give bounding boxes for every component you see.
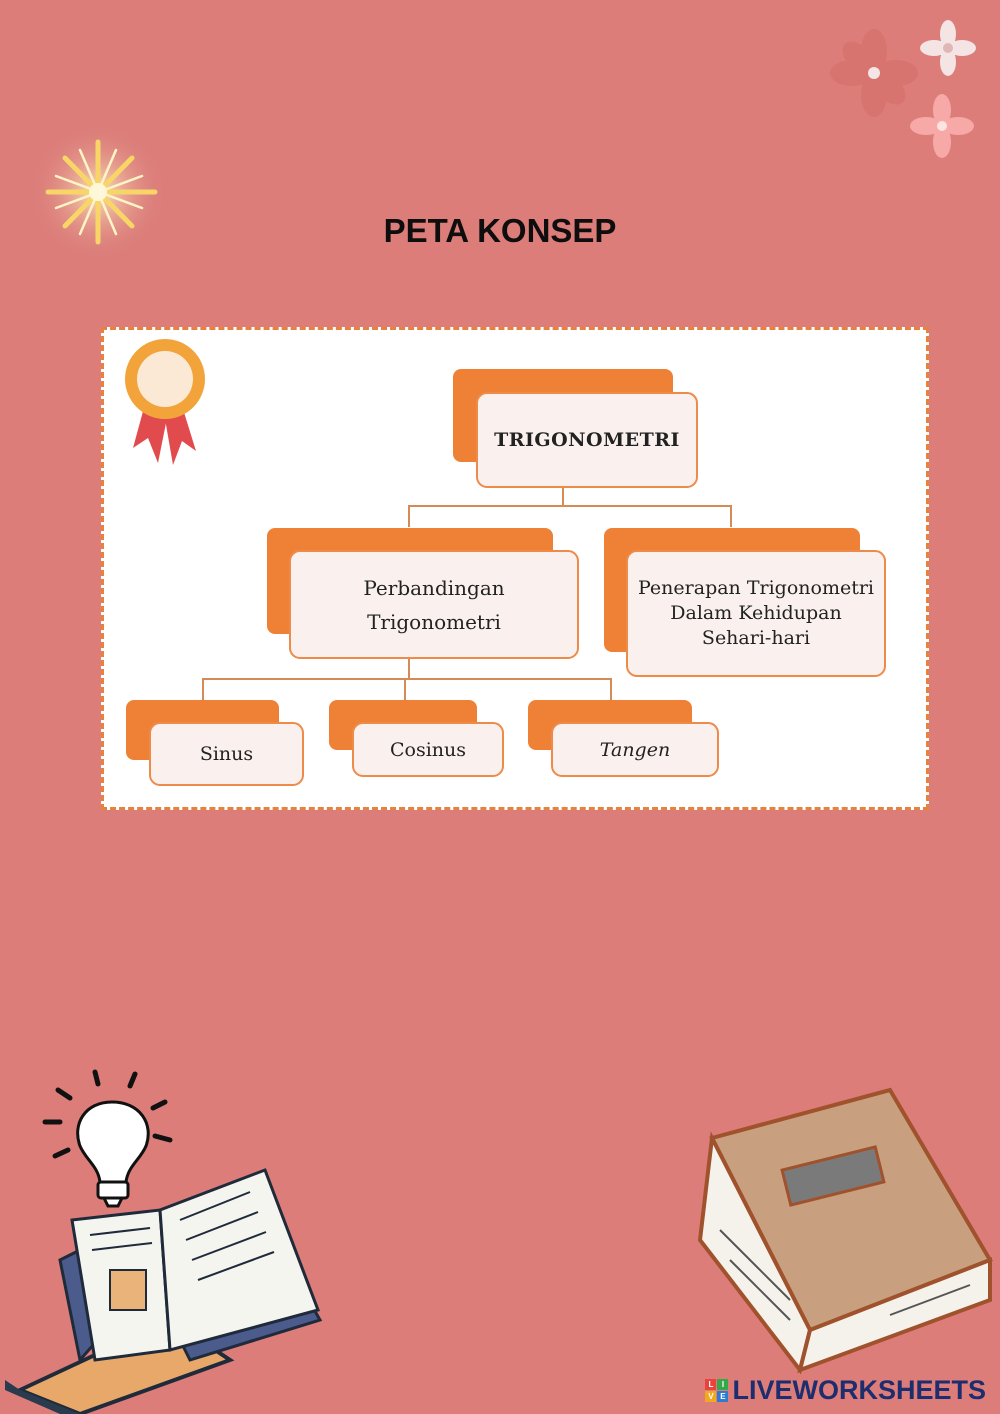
connector-right-drop [730,505,732,527]
connector-leaf-2 [404,678,406,700]
connector-leaf-bar [202,678,612,680]
leaf-sinus-label: Sinus [199,743,254,765]
leaf-cosinus-node [352,722,504,777]
leaf-cosinus-label: Cosinus [389,738,467,761]
branch-right-node [626,550,886,677]
branch-left-line1: Perbandingan [363,575,505,600]
flower-icon [822,18,992,168]
liveworksheets-watermark [705,1375,986,1406]
branch-right-line1: Penerapan Trigonometri [638,577,874,599]
branch-right-line3: Sehari-hari [701,627,811,649]
root-node [476,392,698,488]
watermark-text: LIVEWORKSHEETS [732,1375,986,1405]
leaf-sinus-node [149,722,304,786]
branch-left-node [289,550,579,659]
connector-leaf-3 [610,678,612,700]
lightbulb-books-icon [0,1060,340,1414]
leaf-tangen-label: Tangen [599,738,671,761]
leaf-tangen-node [551,722,719,777]
root-node-label: TRIGONOMETRI [494,429,680,451]
concept-map-frame [101,327,929,810]
branch-right-line2: Dalam Kehidupan [670,602,842,624]
award-badge-icon [118,333,213,473]
liveworksheets-logo-icon: L I V E [705,1379,728,1402]
connector-root-bar [408,505,732,507]
connector-leaf-1 [202,678,204,700]
page-title: PETA KONSEP [383,212,617,249]
connector-left-stem [408,658,410,678]
connector-left-drop [408,505,410,527]
branch-left-line2: Trigonometri [367,609,501,634]
connector-root-stem [562,487,564,505]
closed-book-icon [690,1080,1000,1380]
